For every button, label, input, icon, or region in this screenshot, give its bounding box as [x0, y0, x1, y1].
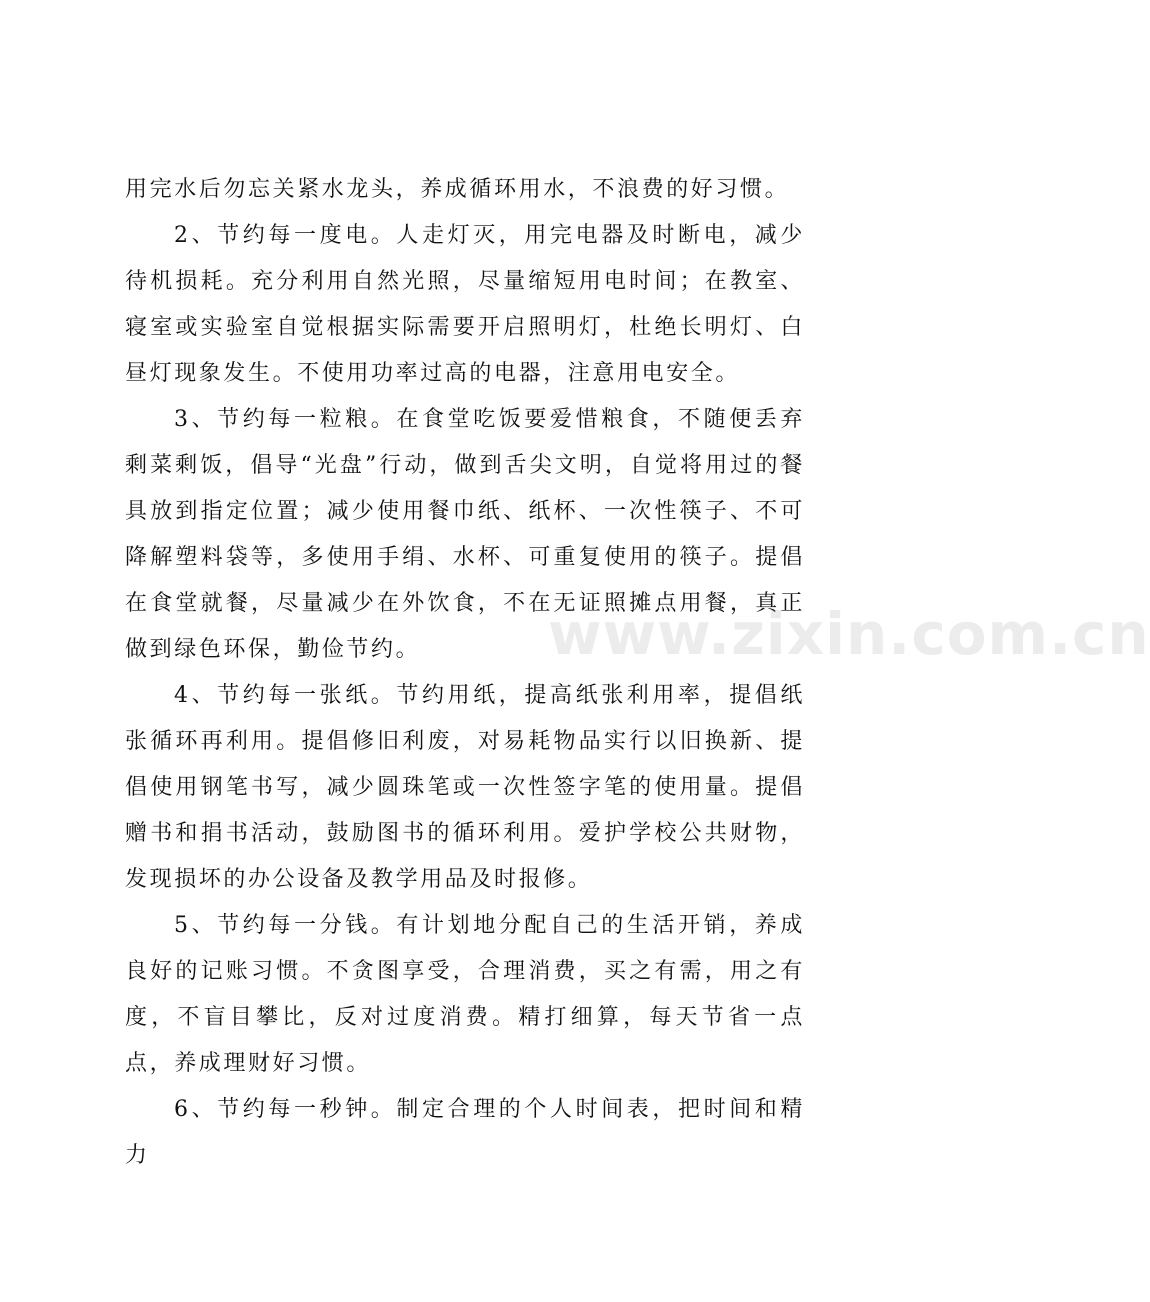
document-body	[125, 167, 805, 1179]
paragraph-save-paper: 4、节约每一张纸。节约用纸，提高纸张利用率，提倡纸张循环再利用。提倡修旧利废，对易耗物品实行以旧换新、提倡使用钢笔书写，减少圆珠笔或一次性签字笔的使用量。提倡赠书和捐书活动，鼓励图书的循环利用。爱护学校公共财物，发现损坏的办公设备及教学用品及时报修。	[125, 683, 805, 892]
paragraph-save-electricity: 2、节约每一度电。人走灯灭，用完电器及时断电，减少待机损耗。充分利用自然光照，尽量缩短用电时间；在教室、寝室或实验室自觉根据实际需要开启照明灯，杜绝长明灯、白昼灯现象发生。不使用功率过高的电器，注意用电安全。	[125, 223, 805, 386]
paragraph-save-food: 3、节约每一粒粮。在食堂吃饭要爱惜粮食，不随便丢弃剩菜剩饭，倡导“光盘”行动，做到舌尖文明，自觉将用过的餐具放到指定位置；减少使用餐巾纸、纸杯、一次性筷子、不可降解塑料袋等，多使用手绢、水杯、可重复使用的筷子。提倡在食堂就餐，尽量减少在外饮食，不在无证照摊点用餐，真正做到绿色环保，勤俭节约。	[125, 407, 805, 662]
paragraph-continuation: 用完水后勿忘关紧水龙头，养成循环用水，不浪费的好习惯。	[125, 177, 790, 202]
paragraph-save-money: 5、节约每一分钱。有计划地分配自己的生活开销，养成良好的记账习惯。不贪图享受，合理消费，买之有需，用之有度，不盲目攀比，反对过度消费。精打细算，每天节省一点点，养成理财好习惯。	[125, 913, 805, 1076]
paragraph-save-time: 6、节约每一秒钟。制定合理的个人时间表，把时间和精力	[125, 1097, 805, 1168]
watermark: www.zixin.com.cn	[548, 600, 1150, 668]
